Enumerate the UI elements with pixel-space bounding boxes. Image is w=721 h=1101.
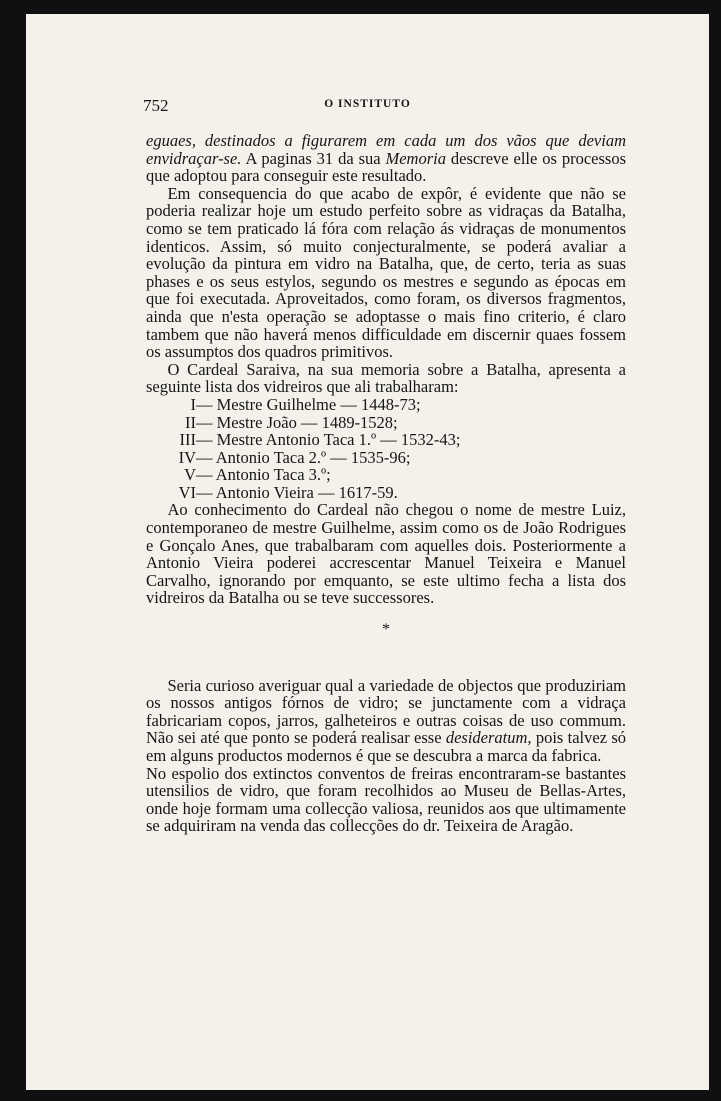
paragraph-continuation xyxy=(146,132,626,185)
paragraph-additions: Ao conhecimento do Cardeal não chegou o nome de mestre Luiz, contemporaneo de mestre Guilhelme, assim como os de João Rodrigues e Gonçalo Anes, que trabalbaram com aquelles dois. Posteriormente a Antonio Vieira poderei accrescentar Manuel Teixeira e Manuel Carvalho, ignorando por emquanto, se este ultimo fecha a lista dos vidreiros da Batalha ou se teve successores. xyxy=(146,500,626,608)
page-number: 752 xyxy=(143,96,169,115)
list-item-text: — Mestre Antonio Taca 1.º — 1532-43; xyxy=(196,430,461,450)
list-item xyxy=(166,484,626,502)
paragraph-espolio: No espolio dos extinctos conventos de freiras encontraram-se bastantes utensilios de vidro, que foram recolhidos ao Museu de Bellas-Artes, onde hoje formam uma collecção valiosa, reunidos aos que ultimamente se adquiriram na venda das collecções do dr. Teixeira de Aragão. xyxy=(146,763,626,836)
list-item xyxy=(166,414,626,432)
section-separator: * xyxy=(382,621,390,639)
list-item-number: I xyxy=(190,394,196,414)
italic-phrase: eguaes, destinados a figurarem em cada um dos vãos que deviam envidraçar-se. xyxy=(146,131,626,168)
italic-title: Memoria xyxy=(385,148,446,168)
page-body xyxy=(146,132,626,835)
list-item xyxy=(166,431,626,449)
paragraph-objectos xyxy=(146,677,626,765)
page-header xyxy=(26,96,709,118)
paragraph-evolution: Em consequencia do que acabo de expôr, é evidente que não se poderia realizar hoje um estudo perfeito sobre as vidraças da Batalha, como se tem praticado lá fóra com relação ás vidraças de monumentos identicos. Assim, só muito conjecturalmente, se poderá avaliar a evolução da pintura em vidro na Batalha, que, de certo, teria as suas phases e os seus estylos, segundo os mestres e segundo as épocas em que foi executada. Aproveitados, como foram, os diversos fragmentos, ainda que n'esta operação se adoptasse o mais fino criterio, é claro tambem que não haverá menos difficuldade em discernir quaes fossem os assumptos dos quadros primitivos. xyxy=(146,183,626,362)
paragraph-cardeal-saraiva: O Cardeal Saraiva, na sua memoria sobre a Batalha, apresenta a seguinte lista dos vidreiros que ali trabalharam: xyxy=(146,359,626,397)
list-item xyxy=(166,449,626,467)
list-item-number: VI xyxy=(178,482,196,502)
running-title: O INSTITUTO xyxy=(324,98,411,110)
list-item xyxy=(166,396,626,414)
vidreiros-list xyxy=(146,396,626,502)
list-item-number: IV xyxy=(178,447,196,467)
text-run: Seria curioso averiguar qual a variedade de objectos que produziriam os nossos antigos fórnos de vidro; se junctamente com a vidraça fabricariam copos, jarros, galheteiros e outras coisas de uso commum. Não sei até que ponto se poderá realisar esse xyxy=(146,675,626,748)
text-run: pois talvez só em alguns productos modernos é que se descubra a marca da fabrica. xyxy=(146,728,626,765)
list-item-text: — Antonio Taca 3.º; xyxy=(196,465,331,485)
list-item-number: II xyxy=(185,412,196,432)
list-item-number: V xyxy=(184,465,196,485)
list-item-number: III xyxy=(179,430,196,450)
book-page xyxy=(26,14,709,1090)
text-run: descreve elle os processos que adoptou para conseguir este resultado. xyxy=(146,148,626,186)
text-run: A paginas 31 da sua xyxy=(241,148,386,168)
italic-word: desideratum, xyxy=(445,728,532,748)
list-item xyxy=(166,466,626,484)
list-item-text: — Mestre João — 1489-1528; xyxy=(196,412,398,432)
list-item-text: — Antonio Vieira — 1617-59. xyxy=(196,482,398,502)
list-item-text: — Antonio Taca 2.º — 1535-96; xyxy=(196,447,411,467)
list-item-text: — Mestre Guilhelme — 1448-73; xyxy=(196,394,421,414)
